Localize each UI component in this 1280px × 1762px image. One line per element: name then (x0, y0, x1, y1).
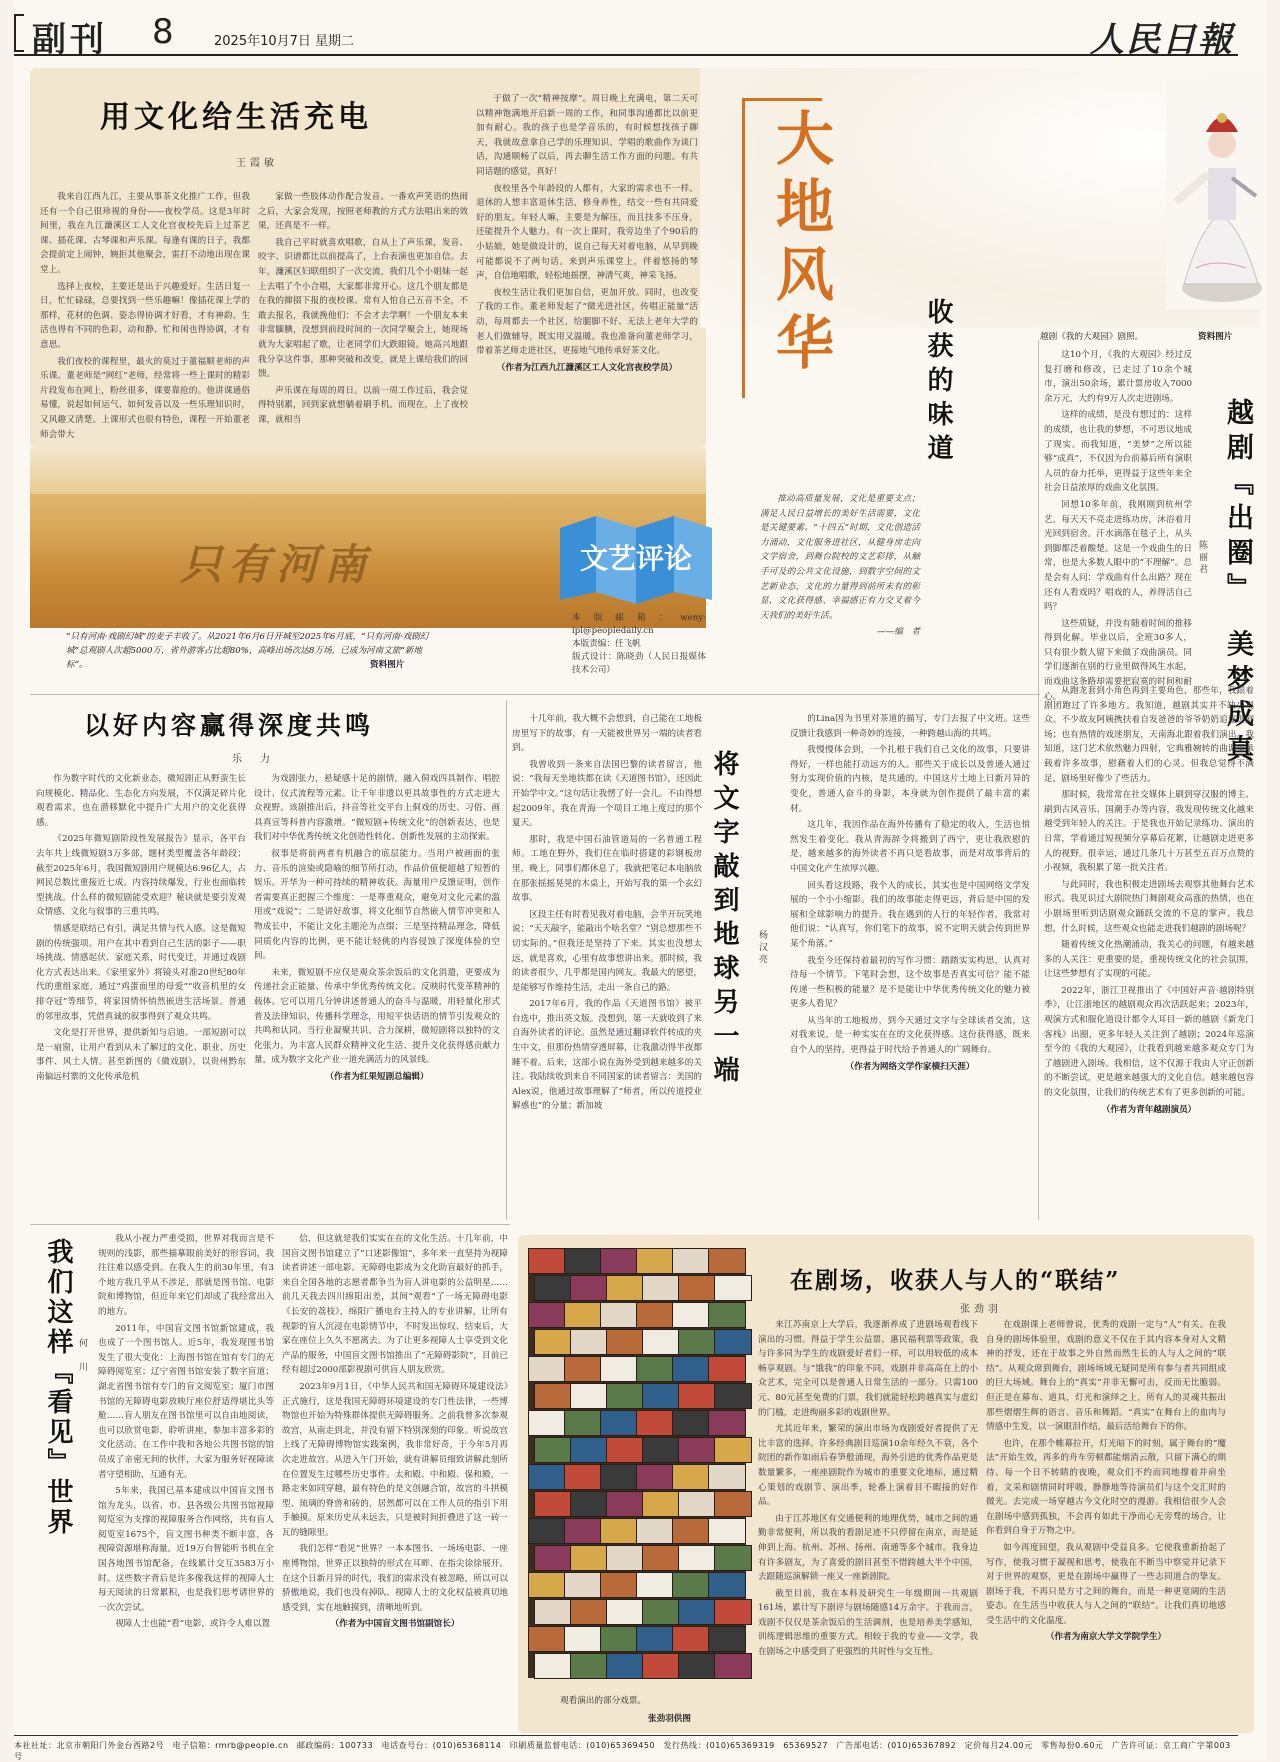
yue-paragraph: 回想10多年前，我刚刚到杭州学艺，每天天不亮走进练功房，沐浴着月光回到宿舍。汗水滴落在毯子上，从头到脚都泛着酸楚。这是一个戏曲生的日常，也是大多数人眼中的“不理解”。总是会有人问：学戏曲有什么出路？现在还有人看戏吗？唱戏的人，养得活自己吗？ (1044, 499, 1192, 613)
yue-paragraph: 随着传统文化热潮涌动，我关心的问题，有越来越多的人关注：更重要的是，重视传统文化的社会氛围，让这些梦想有了实现的可能。 (1044, 940, 1254, 980)
ticket-tile (606, 1329, 644, 1355)
yue-col2 (1044, 684, 1254, 1214)
article3-title: 将文字敲到地球另一端 (709, 750, 739, 1090)
ticket-tile (708, 1626, 746, 1652)
ticket-tile (678, 1437, 716, 1463)
article5-col2 (986, 1318, 1226, 1732)
yue-col1 (1044, 348, 1192, 702)
article5-photo-caption: 观看演出的部分戏票。 (560, 1696, 646, 1706)
ticket-tile (570, 1599, 608, 1625)
article1-paragraph: 夜校里各个年龄段的人都有，大家的需求也不一样。退休的人想丰富退休生活，修身养性，结交一些有共同爱好的朋友。年轻人嘛，主要是为解压，而且技多不压身，还能提升个人魅力。有一次上课时，我旁边坐了个90后的小姑娘，她是做设计的，说自己每天对着电脑，从早到晚可能都说不了两句话。来到声乐课堂上，伴着悠扬的琴声，自信地唱歌，轻松地摇摆，神清气爽，神采飞扬。 (476, 183, 698, 282)
ticket-tile (534, 1275, 572, 1301)
ticket-tile (570, 1653, 608, 1679)
ticket-tile (642, 1383, 680, 1409)
article1-paragraph: 声乐课在每周的周日。以前一周工作过后，我会觉得特别累，回到家就想躺着刷手机。而现在，上了夜校课，就相当 (258, 385, 468, 425)
ticket-tile (528, 1518, 566, 1544)
ticket-tile (564, 1626, 602, 1652)
ticket-tile (642, 1275, 680, 1301)
article3-paragraph: 这几年，我因作品在海外传播有了稳定的收入，生活也悄然发生着变化。我从青海辞令将搬到了西宁，更让我欣慰的是，越来越多的海外读者不再只是看故事，而是对故事背后的中国文化产生浓厚兴趣。 (790, 820, 1030, 874)
ticket-tile (678, 1545, 716, 1571)
ticket-tile (606, 1383, 644, 1409)
ticket-tile (570, 1491, 608, 1517)
divider (30, 1224, 510, 1225)
yue-paragraph: 从跑龙套到小角色再到主要角色，那些年，我跟着剧团跑过了许多地方。我知道，越剧其实并不缺少观众。不少故友阿姨携扶着自发爸爸的爷爷奶奶追逐进剧场；也有热情的戏迷朋友，天南海北跟着我们演出。我知道，这门艺术依然魅力四射，它典雅婉转的曲调里承载着许多故事，慰藉着人们的心灵。但我总觉得不满足，剧场里好像少了些活力。 (1044, 686, 1254, 784)
ticket-tile (708, 1356, 746, 1382)
ticket-tile (636, 1302, 674, 1328)
photo1-credit: 资料图片 (370, 660, 405, 670)
article4-paragraph: 2011年，中国盲文图书馆新馆建成，我也成了一个图书馆人。近5年，我发现图书馆发生了很大变化：上海图书馆在馆有专门的无障碍阅览室；辽宁省图书馆安装了数字盲道；湖北省图书馆有专门的盲文阅览室；厦门市图书馆的无障碍电影放映厅座位舒适得堪比头等舱……盲人朋友在图书馆里可以自由地阅读，也可以欣赏电影，聆听讲座，参加丰富多彩的文化活动。在工作中我和各地公共图书馆的馆员成了亲密无间的伙伴，大家为服务好视障读者守望相助，互通有无。 (98, 1323, 274, 1480)
ticket-tile (642, 1653, 680, 1679)
ticket-tile (678, 1383, 716, 1409)
ticket-tile (678, 1653, 716, 1679)
ticket-tile (636, 1464, 674, 1490)
article4-author: 何 川 (77, 1338, 87, 1374)
article3-paragraph: 区段主任有时看见我对着电脑，会半开玩笑地说：“天天敲字，能敲出个啥名堂？”别总想那些不切实际的。”但我还是坚持了下来。其实也没想太远，就是喜欢，心里有故事想讲出来。那时候，我的读者很少，几乎都是国内网友。我最大的愿望，是能够写作维持生活，走出一条自己的路。 (512, 909, 702, 993)
literary-review-badge (556, 508, 716, 604)
ticket-tile (714, 1383, 752, 1409)
article1-paragraph: 夜校生活让我们更加自信，更加开放。同时，也改变了我的工作。董老师发起了“微光进社区，传唱正能量”活动，每周都去一个社区，给腿脚不好、无法上老年大学的老人们做辅导，既实用又温暖。我也准备向董老师学习，带着茶艺师走进社区，更接地气地传承好茶文化。 (476, 287, 698, 357)
article2-paragraph: 作为数字时代的文化新业态，微短剧正从野蛮生长向规模化、精品化、生态化方向发展，不仅满足碎片化观看需求，也在潜移默化中提升广大用户的文化获得感。 (36, 774, 246, 828)
article3-paragraph: 我曾收到一条来自法国巴黎的读者留言，他说：“我每天坐地铁都在读《天道图书馆》，还因此开始学中文。”这句话让我愣了好一会儿。不由得想起2009年，我在青海一个项目工地上度过的那个夏天。 (512, 759, 702, 829)
ticket-tile (570, 1275, 608, 1301)
photo1-caption: “只有河南·戏剧幻城”的麦子丰收了。从2021年6月6日开城至2025年6月底，“只有河南·戏剧幻城”总观剧人次超5000万，省外游客占比超80%，高峰出场次达8万场，已成为河南文旅“新地标”。 (66, 632, 429, 670)
article2-paragraph: 为戏剧张力，悬疑感十足的剧情，融入侗戏四具制作、唱腔设计、仪式流程等元素。让千年非遗以更具故事性的方式走进大众视野。该剧推出后，抖音等社交平台上侗戏的历史、习俗、画具真宣等科普内容激增。“微短剧+传统文化”的创新表达，也是我们对中华优秀传统文化创造性转化、创新性发展的主动探索。 (254, 774, 500, 843)
ticket-tile (600, 1248, 638, 1274)
article2-paragraph: 文化是打开世界，提供新知与启迪。一部短剧可以是一扇窗，让用户看到从未了解过的文化、职业、历史事件、风土人情。甚至新图的《微戏剧》，以贵州黔东南偏远村寨的文化传承危机 (36, 1028, 246, 1082)
ticket-tile (570, 1383, 608, 1409)
ticket-tile (642, 1329, 680, 1355)
ticket-tile (570, 1545, 608, 1571)
ticket-tile (672, 1248, 710, 1274)
article2-paragraph: 《2025年微短剧阶段性发展报告》显示，各平台去年共上线微短剧3万多部，题材类型覆盖各年龄段；截至2025年6月，我国微短剧用户规模达6.96亿人，占网民总数比重接近七成。内容持续爆发，行业也面临转型挑战。什么样的微短剧能受欢迎？秘诀就是要引发观众情感、文化与叙事的三重共鸣。 (36, 834, 246, 918)
ticket-tile (564, 1248, 602, 1274)
ticket-tile (528, 1302, 566, 1328)
ticket-tile (714, 1491, 752, 1517)
ticket-tile (708, 1248, 746, 1274)
article5-paragraph: 截至目前，我在本科及研究生一年级期间一共观剧161场，累计写下剧评与剧场随感14万余字。于我而言，戏剧不仅仅是茶余饭后的生活调剂，也是培养美学感知，训练逻辑思维的重要方式。相较于我的专业——文学，我在剧场之中感受到了更强烈的共时性与交互性。 (758, 1588, 978, 1658)
ticket-tile (564, 1464, 602, 1490)
ticket-tile (564, 1356, 602, 1382)
ticket-tile (636, 1626, 674, 1652)
ticket-tile (642, 1491, 680, 1517)
article4-author-note: （作者为中国盲文图书馆副馆长） (330, 1619, 460, 1630)
ticket-tile (534, 1491, 572, 1517)
ticket-tile (642, 1545, 680, 1571)
ticket-tile (564, 1302, 602, 1328)
ticket-tile (600, 1626, 638, 1652)
section-name: 副刊 (32, 20, 108, 60)
yue-author-note: （作者为青年越剧演员） (1101, 1104, 1197, 1115)
article1-paragraph: 选择上夜校，主要还是出于兴趣爱好。生活日复一日，忙忙碌碌，总要找到一些乐趣嘛！像插花课上学的那样，花材的色调、姿态得协调才好看，才有神韵。生活也得有不同的色彩，动和静、忙和闲也得协调，才有意思。 (40, 281, 250, 350)
ticket-tile (672, 1464, 710, 1490)
article2-col1 (36, 772, 246, 1210)
article2-paragraph: 叙事是将前两者有机融合的底层能力。当用户被画面的张力、音乐的渲染或隐喻的细节所打动，作品价值便超越了短暂的娱乐。开华为一种可持续的精神收获。海量用户反馈证明，创作者需要真正把握三个维度：一是尊重观众，避免对文化元素的滥用或“戏说”；二是讲好故事，将文化细节自然嵌入情节冲突和人物成长中，不能让文化主题沦为点缀；三是坚持精品理念，降低同质化内容的比例，更不能让轻佻的内容侵蚀了深度体验的空间。 (254, 848, 500, 962)
ticket-tile (714, 1545, 752, 1571)
intro-text: 推动高质量发展，文化是重要支点；满足人民日益增长的美好生活需要，文化是关键要素。“十四五”时期，文化创造活力涌动，文化服务进社区，从健身房走向文学宿舍，到舞台院校的文艺彩排，从触手可及的公共文化设施，到数字空间的文艺新业态，文化的力量得到前所未有的彰显，文化获得感、幸福感正有力交叉着今天我们的美好生活。 (760, 494, 920, 621)
ticket-tile (600, 1410, 638, 1436)
yue-paragraph: 与此同时，我也积极走进剧场去观察其他舞台艺术形式。我见识过大剧院热门舞剧观众高涨的热情，也在小剧场里听到话剧观众踊跃交流的不息的掌声。我总想，什么时候，这些观众也能走进我们越剧的剧场呢？ (1044, 879, 1254, 934)
article1-paragraph: 我们夜校的课程里，最火的莫过于董福顺老师的声乐课。董老师是“网红”老师，经常将一些上课时的精彩片段发布在网上，粉丝很多，课要靠抢的。他讲课通俗易懂，说起如何运气、如何发音以及一些乐理知识时，又风趣又清楚。上课形式也很有特色，课程一开始董老师会带大 (40, 356, 250, 440)
article5-paragraph: 在戏剧课上老师曾说，优秀的戏剧一定与“人”有关。在我自身的剧场体验里，戏剧的意义不仅在于其内容本身对人文精神的抒发，还在于故事之外自然而然生长的人与人之间的“联结”。从观众席到舞台，剧场场域无疑同是所有参与者共同组成的巨大场域。舞台上的“真实”并非无懈可击，反而无比脆弱。但正是在幕布、道具，灯光和演绎之上，所有人的灵魂共振出那些熠熠生辉的语言、音乐和舞蹈。“真实”在舞台上的血肉与情感中生发，以一演眼泪作结，最后活给舞台下的你。 (986, 1320, 1226, 1433)
masthead (14, 12, 1238, 60)
ticket-tile (672, 1626, 710, 1652)
article1-author: 王霞敏 (236, 158, 278, 169)
ticket-tile (678, 1491, 716, 1517)
article4-paragraph: 我从小视力严重受损，世界对我而言是不规则的浅影，那些描摹眼前美好的形容词，我往往难以感受到。在我人生的前30年里，有3个地方我几乎从不涉足，那就是图书馆、电影院和博物馆，但近年来它们却成了我经常出入的地方。 (98, 1234, 274, 1317)
article3-paragraph: 我慢慢体会到，一个扎根于我们自己文化的故事，只要讲得好，一样也能打动远方的人。那些关于成长以及普通人通过努力实现价值的内核，是共通的。中国这片土地上日新月异的变化，普通人奋斗的身影，本身就为创作提供了最丰富的素材。 (790, 745, 1030, 814)
ticket-tile (564, 1518, 602, 1544)
ticket-tile (534, 1383, 572, 1409)
ticket-tile (528, 1572, 566, 1598)
ticket-tile (672, 1518, 710, 1544)
article5-paragraph: 如今再度回望，我从观剧中受益良多。它使我重新拾起了写作，使我习惯于凝视和思考，使我在不断当中察觉并记录下对于世界的观察，更是在剧场中赢得了一些志同道合的挚友。剧场于我，不再只是方寸之间的舞台，而是一种更宽阔的生活姿态。在生活当中收获人与人之间的“联结”。让我们真切地感受生活中的文化温度。 (986, 1542, 1226, 1626)
article2-author: 乐 力 (232, 754, 274, 765)
ticket-tile (642, 1437, 680, 1463)
ticket-tile (636, 1518, 674, 1544)
ticket-tile (714, 1599, 752, 1625)
page-footer: 本社社址：北京市朝阳门外金台西路2号 电子信箱：rmrb@people.cn 邮政编码：100733 电话查号台：(010)65368114 印刷质量监督电话：(010)65369450 发行热线：(010)65369319 65369527 广告部电话：(010)65367892 定价每月24.00元 零售每份0.60元 广告许可证：京工商广字第003号 (14, 1735, 1238, 1762)
header-art-subtitle: 收获的味道 (923, 298, 953, 468)
ticket-wall-photo (528, 1248, 746, 1678)
article2-paragraph: 未来，微短剧不应仅是观众茶余饭后的文化消遣，更要成为传递社会正能量、传承中华优秀传统文化、反映时代变革精神的载体。它可以用几分钟讲述普通人的奋斗与温暖，用轻量化形式普及法律知识，传播科学理念，用短平快话语的情节引发观众的共鸣和认同。当行业凝聚共识、合力深耕，微短剧将以独特的文化张力，为丰富人民群众精神文化生活、提升文化获得感贡献力量，成为数字文化产业一道充满活力的风景线。 (254, 967, 500, 1066)
ticket-tile (570, 1437, 608, 1463)
article5-paragraph: 来江苏南京上大学后，我逐渐养成了进剧场观看线下演出的习惯。得益于学生公益票、惠民福利票等政策，我与许多同为学生的戏剧爱好者们一样，可以用较低的成本畅享观剧。与“饿我”的印象不同，戏剧并非高高在上的小众艺术，完全可以是普通人日常生活的一部分。只需100元、80元甚至免费的门票，我们就能轻松跨越真实与虚幻的门槛，走进绚丽多彩的戏剧世界。 (758, 1320, 978, 1418)
ticket-tile (672, 1410, 710, 1436)
header-art-title: 大地风华 (766, 108, 834, 380)
ticket-tile (714, 1653, 752, 1679)
article1-paragraph: 于做了一次“精神按摩”。周日晚上充满电，第二天可以精神饱满地开启新一周的工作，和同事沟通都比以前更加有耐心。我的孩子也是学音乐的，有时候想找孩子聊天，我就故意拿自己学的乐理知识、学唱的歌曲作为谈门话，沟通顺畅了以后，再去聊生活工作方面的问题。有共同话题的感觉，真好！ (476, 94, 698, 177)
ticket-tile (606, 1653, 644, 1679)
badge-text: 文艺评论 (579, 542, 693, 575)
article5-author: 张劲羽 (960, 1304, 1002, 1315)
ticket-tile (672, 1356, 710, 1382)
ticket-tile (534, 1599, 572, 1625)
masthead-bracket (14, 14, 24, 52)
article5-title: 在剧场，收获人与人的“联结” (790, 1267, 1121, 1294)
ticket-tile (600, 1464, 638, 1490)
ticket-tile (534, 1329, 572, 1355)
ticket-tile (564, 1572, 602, 1598)
article3-paragraph: 的Lina因为书里对茶道的描写，专门去报了中文班。这些反馈让我感到一种奇妙的连接，一种跨越山海的共鸣。 (790, 714, 1030, 739)
ticket-tile (600, 1518, 638, 1544)
editorial-info (572, 612, 706, 694)
article4-paragraph: 5年来，我国已基本建成以中国盲文图书馆为龙头，以省、市、县各级公共图书馆视障阅览室为支撑的视障服务合作网络，共有盲人阅览室1675个，盲文图书种类不断丰富，各视障资源堪称海量。近19万台智能听书机在全国各地图书馆配备，在线累计交互3583万小时。这些数字背后是许多像我这样的视障人士每天阅读的日常累积，也是我们思考请世界的一次次尝试。 (98, 1486, 274, 1613)
ticket-tile (606, 1491, 644, 1517)
article1-title: 用文化给生活充电 (100, 100, 372, 135)
article1-paragraph: 我自己平时就喜欢唱歌，自从上了声乐课，发音、咬字、识谱都比以前提高了，上台表演也更加自信。去年，濂溪区妇联组织了一次交流，我们几个小姐妹一起上去唱了个小合唱，大家都非常开心。这几个朋友都是在我的撺掇下报的夜校课。常有人怕自己五音不全，不敢去报名，我就挽他们：不会才去学啊！一个朋友本来非常腼腆，没想到前段时间的一次同学聚会上，她现场就为大家唱起了歌，让老同学们大跌眼镜。她高兴地跟我分享这件事，那种突破和改变，就是上课给我们的回馈。 (258, 237, 468, 380)
article2-author-note: （作者为红果短剧总编辑） (325, 1071, 429, 1082)
ticket-tile (678, 1275, 716, 1301)
article4-paragraph: 我们怎样“看见”世界？一本本图书、一场场电影、一座座博物馆，世界正以独特的形式在耳畔、在指尖徐徐展开。在这个日新月异的时代，我们的需求没有被忽略，所以可以骄傲地说，我们也没有掉队。视障人士的文化权益被真切地感受到，实在地触摸到，清晰地听到。 (282, 1544, 508, 1613)
article5-paragraph: 尤其近年来，繁荣的演出市场为戏剧爱好者提供了无比丰富的选择。许多经典剧目巡演10余年经久不衰，各个院团的新作如雨后春笋般涌现，海外引进的优秀作品更是数量繁多，一座座剧院作为城市的重要文化地标，通过精心策划的戏剧节、演出季，轮番上演着目不暇接的好作品。 (758, 1424, 978, 1508)
editorial-design: 版式设计：陈晓劲（人民日报媒体技术公司） (572, 652, 706, 675)
photo-sign-text: 只有河南 (180, 540, 373, 589)
ticket-tile (636, 1410, 674, 1436)
yue-paragraph: 2022年，浙江卫视推出了《中国好声音·越剧特别季》，让江浙地区的越剧观众再次活跃起来；2023年，观演方式和服化道设计都令人耳目一新的越剧《新龙门客栈》出圈，更多年轻人关注到了越剧；2024年巡演至今的《我的大观园》，让我看到越来越多观众专门为了越剧进入剧场。我相信，这不仅源于我由人守正创新的不断尝试，更是越来越强大的文化自信。越来越包容的文化氛围，让我们的传统艺术有了更多创新的可能。 (1044, 985, 1254, 1099)
article4-col1 (98, 1232, 274, 1732)
article1-col3 (476, 92, 698, 492)
article2-title: 以好内容赢得深度共鸣 (84, 711, 375, 740)
ticket-tile (570, 1329, 608, 1355)
ticket-tile (642, 1599, 680, 1625)
article1-col1 (40, 190, 250, 440)
ticket-tile (672, 1302, 710, 1328)
ticket-tile (600, 1356, 638, 1382)
ticket-tile (606, 1599, 644, 1625)
ticket-tile (708, 1302, 746, 1328)
yue-opera-performer-photo (1166, 78, 1262, 310)
ticket-tile (534, 1653, 572, 1679)
yue-photo-caption: 越剧《我的大观园》剧照。 (1040, 332, 1144, 342)
yue-title: 越剧『出圈』 美梦成真 (1222, 398, 1253, 770)
ticket-tile (528, 1356, 566, 1382)
article1-paragraph: 家做一些肢体动作配合发音。一番欢声笑语的热闹之后，大家会发现，按照老师教的方式方法唱出来的效果，还真是不一样。 (258, 192, 468, 232)
divider (30, 694, 1040, 695)
ticket-tile (636, 1356, 674, 1382)
article4-paragraph: 视障人士也能“看”电影，或许令人难以置 (115, 1619, 271, 1630)
article4-paragraph: 2023年9月1日，《中华人民共和国无障碍环境建设法》正式施行，这是我国无障碍环境建设的专门性法律，一些博物馆也开始为特殊群体提供无障碍服务。之前我曾多次参观故宫，从南走到北，并没有留下特别深刻的印象。听说故宫上线了无障碍博物馆实践案例，我非常好奇，于今年5月再次走进故宫。从进入午门开始，就有讲解员细致讲解此刻所在位置发生过哪些历史事件。太和殿、中和殿、保和殿，一路走来如同穿越，最有特色的是文创融合馆，故宫的斗拱模型、琉璃的脊兽和砖的，居然都可以在工作人员的指引下用手触摸。原来历史从未远去，只是被时间折叠进了这一砖一瓦的缝隙里。 (282, 1381, 508, 1538)
ticket-tile (636, 1572, 674, 1598)
ticket-tile (600, 1572, 638, 1598)
newspaper-logo: 人民日報 (1090, 20, 1234, 60)
ticket-tile (678, 1599, 716, 1625)
ticket-tile (534, 1437, 572, 1463)
intro-editor: ——编 者 (877, 627, 920, 638)
article3-paragraph: 十几年前，我大概不会想到，自己能在工地板房里写下的故事，有一天能被世界另一端的读者看到。 (512, 714, 702, 754)
ticket-tile (672, 1572, 710, 1598)
article2-col2 (254, 772, 500, 1212)
article2-paragraph: 情感是联结已有引，满足共情与代入感。这是微短剧的传统强项。用户在其中看到自己生活的影子——职场挑战、情感起伏、家庭关系，时代变迁，并通过戏剧化方式表达出来。《家里家外》将镜头对准20世纪80年代的重组家庭，通过“鸡蛋面里的母爱”“收音机里的女排夺冠”等细节，将家国情怀悄然嵌进生活场景。普通的邻里故事，凭借真诚的叙事得到了观众共鸣。 (36, 923, 246, 1022)
ticket-tile (528, 1410, 566, 1436)
article5-paragraph: 也许，在那个帷幕拉开，灯光暗下的时刻，属于舞台的“魔法”开始生效，再多的舟车劳顿都能烟消云散，只留下满心的期待。每一个日不转睛的夜晚，观众们不约而同地撑着并肩坐着，文采和剧情同时呼吸，静静地等待演员们与这个交汇时的微光。去完成一场穿越古今文化时空的漫游。我相信很少人会在剧场中感到孤独，不会再有如此干净而心无旁骛的场合，让你看到自身于万物之中。 (986, 1438, 1226, 1537)
article5-photo-credit: 张劲羽供图 (648, 1714, 691, 1724)
article3-author-note: （作者为网络文学作家横扫天涯） (845, 1061, 975, 1072)
ticket-tile (678, 1329, 716, 1355)
article5-col1 (758, 1318, 978, 1732)
photo-sky (30, 448, 706, 494)
article3-paragraph: 我至今还保持着最初的写作习惯：踏踏实实构思，认真对待每一个情节。下笔时会想，这个故事是否真实可信？能不能传递一些积极的能量？是不是能让中华优秀传统文化的魅力被更多人看见？ (790, 955, 1030, 1010)
article3-paragraph: 2017年6月，我的作品《天道图书馆》被平台选中，推出英文版。没想到，第一天就收到了来自海外读者的评论。虽然是通过翻译软件转成的夹生中文，但那份热情穿透屏幕，让我激动得半夜都睡不着。后来，这部小说在海外受到越来越多的关注。我陆续收到来自不同国家的读者留言：美国的Alex说，他通过故事理解了“师者，所以传道授业解惑也”的分量；新加坡 (512, 999, 702, 1112)
article1-col2 (258, 190, 468, 440)
article4-col2 (282, 1232, 508, 1732)
column-intro (760, 492, 920, 664)
yue-paragraph: 这样的成绩，是没有想过的：这样的成绩，也让我的梦想，不可思议地成了现实。而我知道，“美梦”之所以能够“成真”，不仅因为台前幕后所有演职人员的奋力托举，更得益于这些年来全社会日益浓厚的戏曲文化氛围。 (1044, 410, 1192, 494)
editorial-editor: 本版责编：任飞帆 (572, 639, 641, 649)
ticket-tile (708, 1464, 746, 1490)
article3-col2 (790, 712, 1030, 1217)
ticket-tile (600, 1302, 638, 1328)
article1-author-note: （作者为江西九江濂溪区工人文化宫夜校学员） (496, 362, 678, 373)
yue-paragraph: 这些质疑，并没有随着时间的推移得到化解。毕业以后，全班30多人，只有很少数人留下来做了戏曲演员。同学们逐渐在别的行业里做得风生水起，而戏曲这条路却需要把寂寞的时间和耐心。 (1044, 618, 1192, 702)
article3-author: 杨汉亮 (757, 930, 767, 966)
ticket-tile (534, 1545, 572, 1571)
divider (506, 700, 507, 1220)
editorial-email: 本版邮箱：weny-ipl@peopledaily.cn (572, 613, 706, 636)
article3-paragraph: 从当年的工地板房，到今天通过文字与全球读者交流，这对我来说，是一种实实在在的文化获得感。这份获得感，既来自个人的坚持，更得益于时代给予普通人的广阔舞台。 (790, 1015, 1030, 1056)
ticket-tile (528, 1626, 566, 1652)
ticket-tile (636, 1248, 674, 1274)
article3-col1 (512, 712, 702, 1217)
article3-paragraph: 那时，我是中国石油管道局的一名普通工程师。工地在野外，我们住在临时搭建的彩钢板房里，晚上，同事们都休息了，我就把笔记本电脑放在那张摇摇晃晃的木桌上，开始写我的第一个玄幻故事。 (512, 834, 702, 904)
yue-paragraph: 那时候，我常常在社交媒体上刷到穿汉服的博主、刷到古风音乐、国潮手办等内容，我发现传统文化越来越受到年轻人的关注。于是我也开始记录练功、演出的日常，学着通过短视频分享幕后花絮，让越剧走进更多人的视野。很幸运，通过几条几十万甚至五百万点赞的小视频，我积累了第一批关注者。 (1044, 790, 1254, 874)
article5-author-note: （作者为南京大学文学院学生） (1045, 1632, 1167, 1643)
article5-paragraph: 由于江苏地区有交通便利的地理优势，城市之间的通勤非常便利，所以我的看剧足迹不只停留在南京，而是延伸到上海、杭州、苏州、扬州、南通等多个城市。我身边有许多剧友，为了喜爱的剧目甚至不惜跨越大半个中国，去跟随巡演解锁一座又一座新剧院。 (758, 1513, 978, 1583)
ticket-tile (714, 1437, 752, 1463)
issue-date: 2025年10月7日 星期二 (214, 34, 355, 49)
ticket-tile (708, 1572, 746, 1598)
ticket-tile (564, 1410, 602, 1436)
ticket-tile (606, 1275, 644, 1301)
yue-paragraph: 这10个月，《我的大观园》经过反复打磨和修改，已走过了10余个城市，演出50余场，累计票房收入7000余万元，大约有9万人次走进剧场。 (1044, 350, 1192, 404)
article4-title: 我们这样『看见』世界 (43, 1238, 73, 1538)
article4-paragraph: 信，但这就是我们实实在在的文化生活。十几年前，中国盲文图书馆建立了“口述影像馆”，多年来一直坚持为视障读者讲述一部电影。无障碍电影成为文化助盲最好的抓手，来自全国各地的志愿者都争当为盲人讲电影的公益明星……前几天我去四川绵阳出差，其间“观看”了一场无障碍电影《长安的荔枝》，绵阳广播电台主持人的专业讲解，让所有视影的盲人沉浸在电影情节中，不时发出惊叹、结束后，大家在座位上久久不愿离去。为了让更多视障人士享受到文化产品的服务，中国盲文图书馆推出了“无障碍影院”，目前已经有超过2000部影视剧可供盲人朋友欣赏。 (282, 1234, 508, 1376)
ticket-tile (708, 1518, 746, 1544)
article3-paragraph: 回头看这段路，我个人的成长，其实也是中国网络文学发展的一个小小缩影。我们的故事能走得更远，背后是中国的发展和全球影响力的提升。我在遇到的人行的年轻作者，我常对他们说：“认真写，你们笔下的故事，说不定明天就会传到世界某个角落。” (790, 880, 1030, 949)
yue-author: 陈丽君 (1197, 540, 1207, 576)
yue-photo-credit: 资料图片 (1198, 332, 1233, 342)
ticket-tile (606, 1437, 644, 1463)
divider (1038, 340, 1039, 1220)
ticket-tile (528, 1248, 566, 1274)
ticket-tile (714, 1329, 752, 1355)
ticket-tile (714, 1275, 752, 1301)
ticket-tile (528, 1464, 566, 1490)
article1-paragraph: 我来自江西九江，主要从事茶文化推广工作，但我还有一个自己很珍视的身份——夜校学员。这是3年时间里，我在九江濂溪区工人文化宫夜校先后上过茶艺课、插花课、古琴课和声乐课。每逢有课的日子，我都会提前定上闹钟，婉拒其他聚会，雷打不动地出现在课堂上。 (40, 192, 250, 275)
ticket-tile (708, 1410, 746, 1436)
ticket-tile (606, 1545, 644, 1571)
page-number: 8 (152, 12, 174, 52)
